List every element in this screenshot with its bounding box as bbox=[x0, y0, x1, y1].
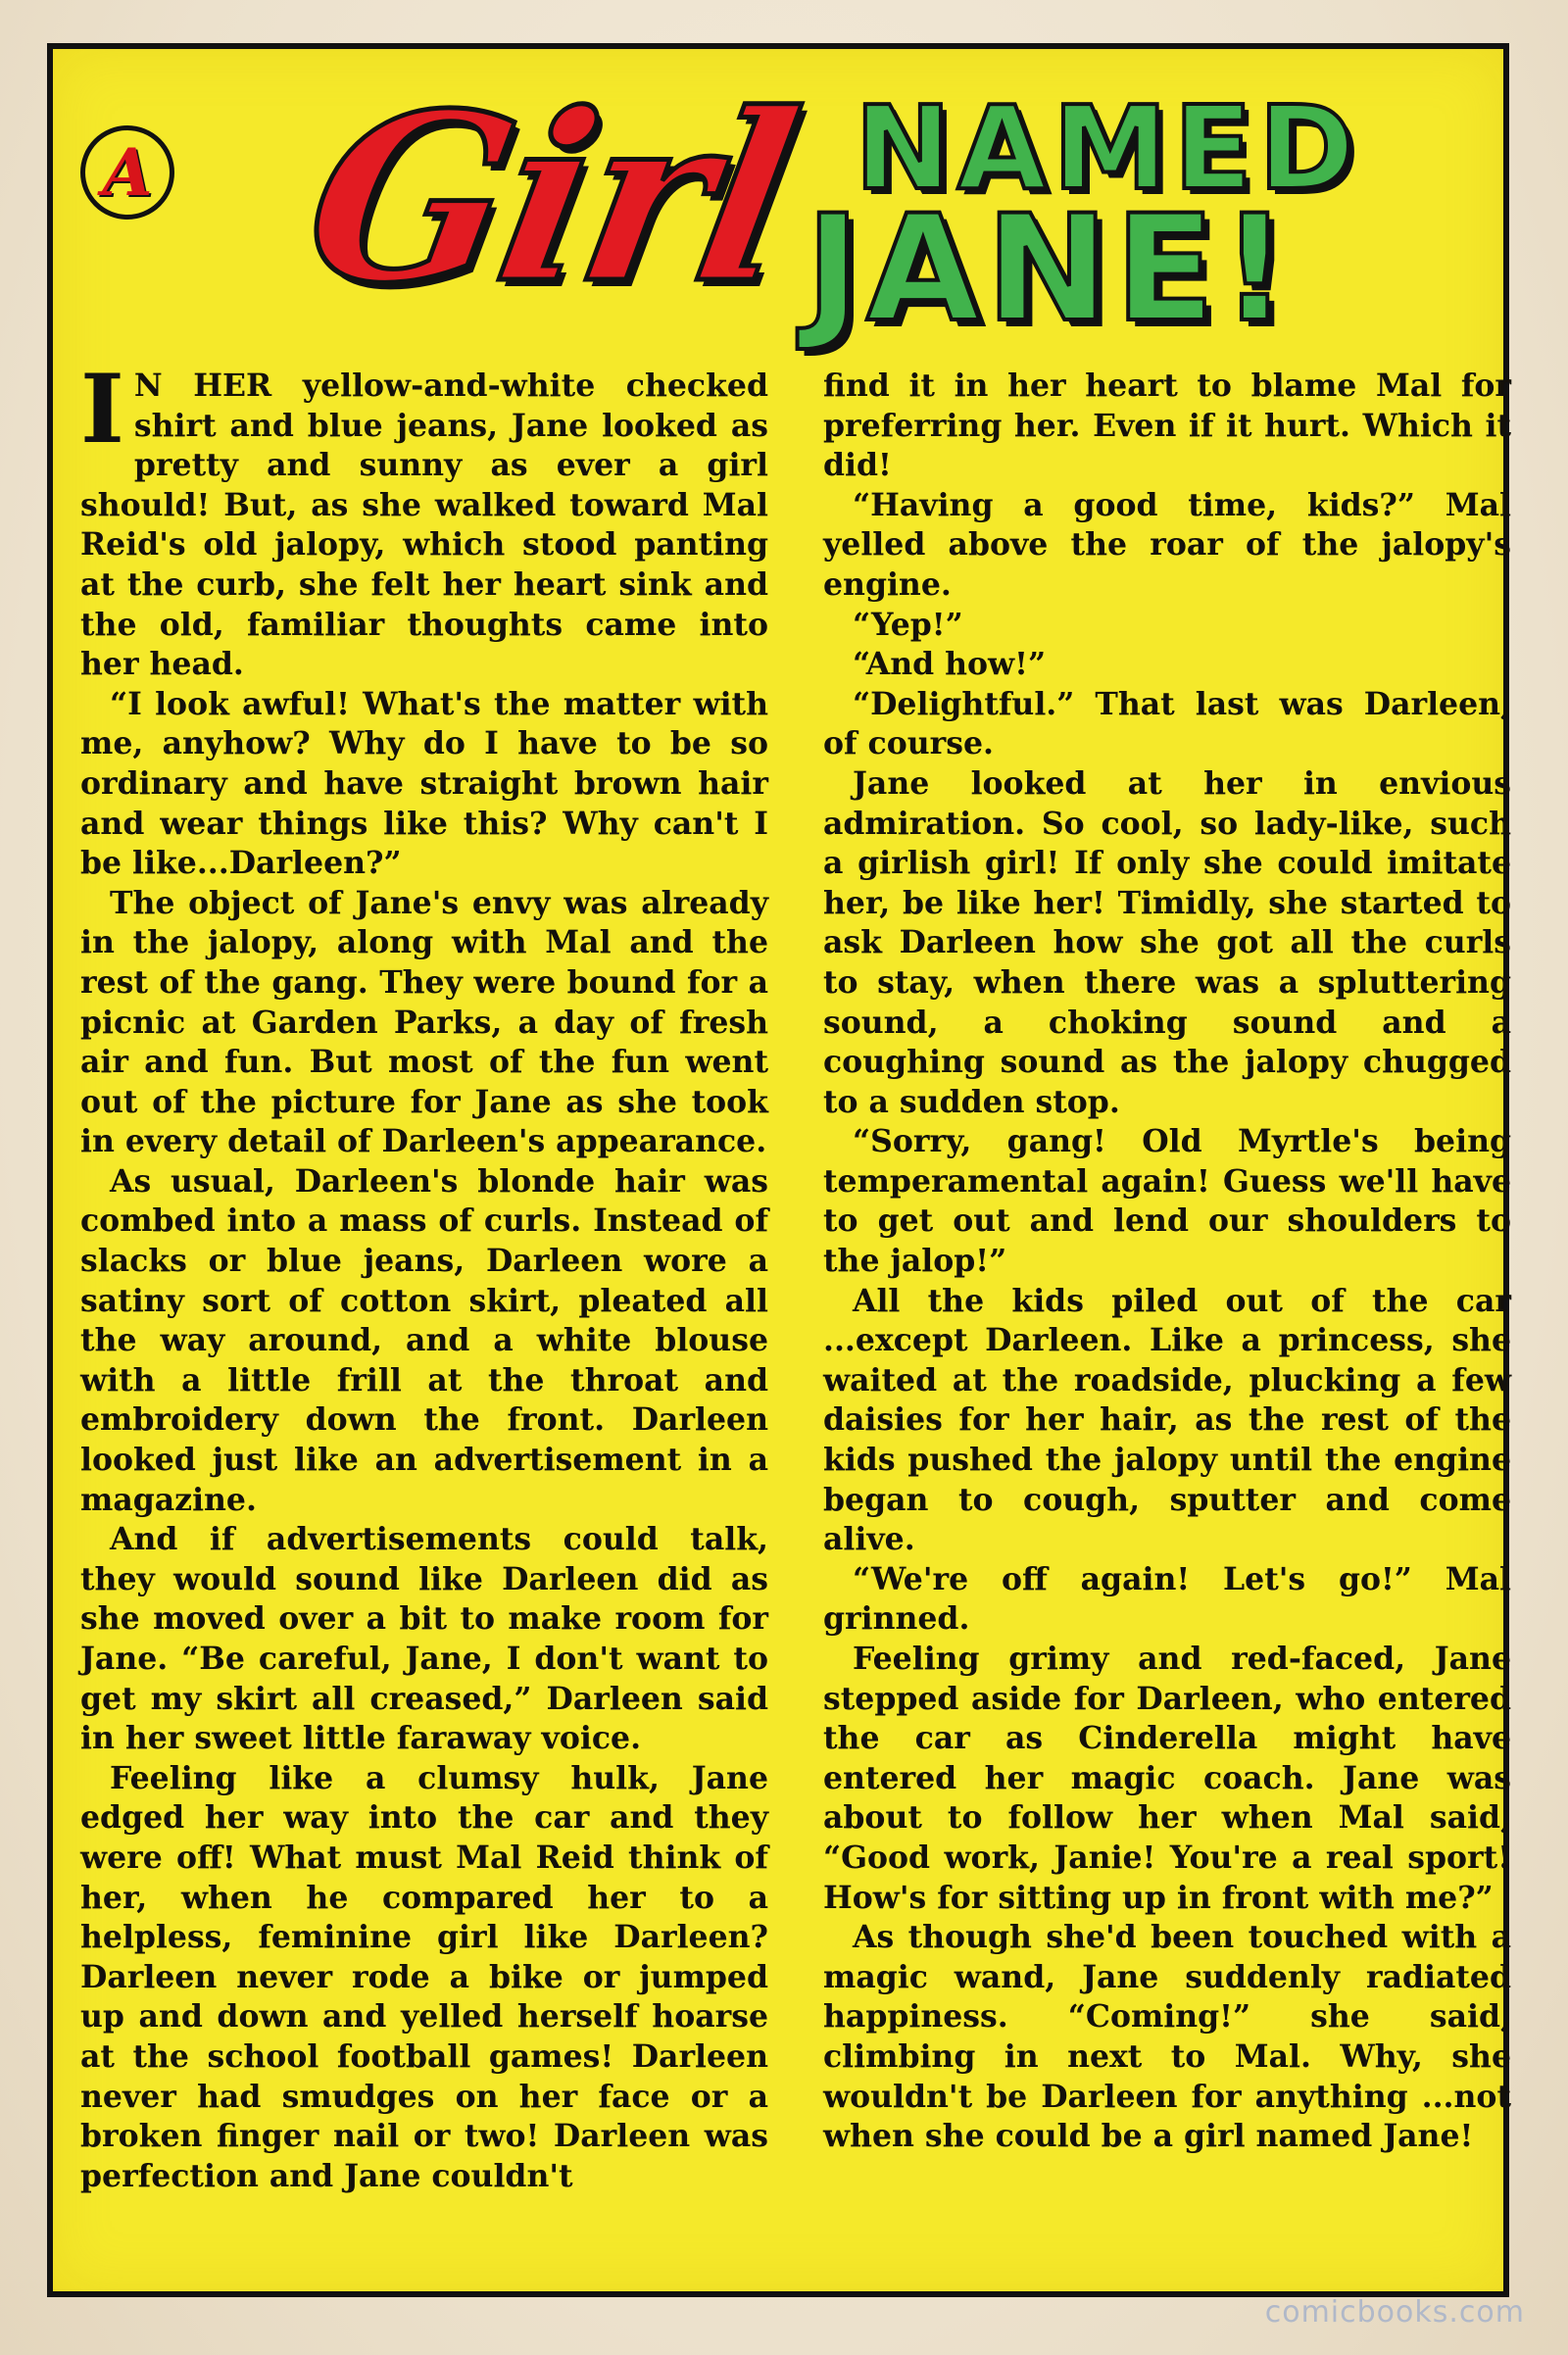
paragraph bbox=[80, 354, 768, 685]
watermark: comicbooks.com bbox=[1264, 2295, 1525, 2330]
paragraph: And if advertisements could talk, they would sound like Darleen did as she moved over a bit to make room for Jane. “Be careful, Jane, I don't want to get my skirt all creased,” Darleen said in her sweet little faraway voice. bbox=[80, 1521, 768, 1757]
title-named: NAMED bbox=[855, 80, 1361, 216]
story-column-right bbox=[823, 367, 1511, 2157]
paragraph: “Yep!” bbox=[853, 606, 963, 643]
title-letter-a: A bbox=[80, 125, 174, 220]
title-girl: Girl bbox=[289, 62, 809, 334]
paragraph: “I look awful! What's the matter with me, anyhow? Why do I have to be so ordinary and have straight brown hair and wear things like this? Why can't I be like...Darleen?” bbox=[80, 685, 768, 882]
story-column-left bbox=[80, 354, 768, 2196]
paragraph: “Having a good time, kids?” Mal yelled above the roar of the jalopy's engine. bbox=[823, 486, 1511, 603]
paragraph: Feeling like a clumsy hulk, Jane edged her way into the car and they were off! What must Mal Reid think of her, when he compared her to a helpless, feminine girl like Darleen? Darleen never rode a bike or jumped up and down and yelled herself hoarse at the school football games! Darleen never had smudges on her face or a broken finger nail or two! Darleen was perfection and Jane couldn't bbox=[80, 1759, 768, 2194]
paragraph: “Sorry, gang! Old Myrtle's being temperamental again! Guess we'll have to get out and lend our shoulders to the jalop!” bbox=[823, 1123, 1511, 1280]
paragraph: All the kids piled out of the car ...except Darleen. Like a princess, she waited at the roadside, plucking a few daisies for her hair, as the rest of the kids pushed the jalopy until the engine began to cough, sputter and come alive. bbox=[823, 1282, 1511, 1558]
paragraph: Jane looked at her in envious admiration. So cool, so lady-like, such a girlish girl! If only she could imitate her, be like her! Timidly, she started to ask Darleen how she got all the curls to stay, when there was a spluttering sound, a choking sound and a coughing sound as the jalopy chugged to a sudden stop. bbox=[823, 764, 1511, 1120]
paragraph: find it in her heart to blame Mal for preferring her. Even if it hurt. Which it did! bbox=[823, 368, 1511, 484]
drop-cap: I bbox=[80, 354, 124, 465]
paragraph: “Delightful.” That last was Darleen, of course. bbox=[823, 685, 1511, 762]
paragraph: The object of Jane's envy was already in the jalopy, along with Mal and the rest of the gang. They were bound for a picnic at Garden Parks, a day of fresh air and fun. But most of the fun went out of the picture for Jane as she took in every detail of Darleen's appearance. bbox=[80, 884, 768, 1160]
paragraph: “And how!” bbox=[853, 646, 1047, 683]
paragraph: “We're off again! Let's go!” Mal grinned. bbox=[823, 1560, 1511, 1638]
paragraph-text: N HER yellow-and-white checked shirt and blue jeans, Jane looked as pretty and sunny as ever a girl should! But, as she walked toward Mal Reid's old jalopy, which stood panting at the curb, she felt her heart sink and the old, familiar thoughts came into her head. bbox=[80, 368, 768, 683]
paragraph: As usual, Darleen's blonde hair was combed into a mass of curls. Instead of slacks or blue jeans, Darleen wore a satiny sort of cotton skirt, pleated all the way around, and a white blouse with a little frill at the throat and embroidery down the front. Darleen looked just like an advertisement in a magazine. bbox=[80, 1162, 768, 1518]
title-jane: JANE! bbox=[806, 184, 1295, 355]
paragraph: Feeling grimy and red-faced, Jane stepped aside for Darleen, who entered the car as Cinderella might have entered her magic coach. Jane was about to follow her when Mal said, “Good work, Janie! You're a real sport! How's for sitting up in front with me?” bbox=[823, 1641, 1511, 1916]
paragraph: As though she'd been touched with a magic wand, Jane suddenly radiated happiness. “Coming!” she said, climbing in next to Mal. Why, she wouldn't be Darleen for anything ...not when she could be a girl named Jane! bbox=[823, 1919, 1511, 2155]
